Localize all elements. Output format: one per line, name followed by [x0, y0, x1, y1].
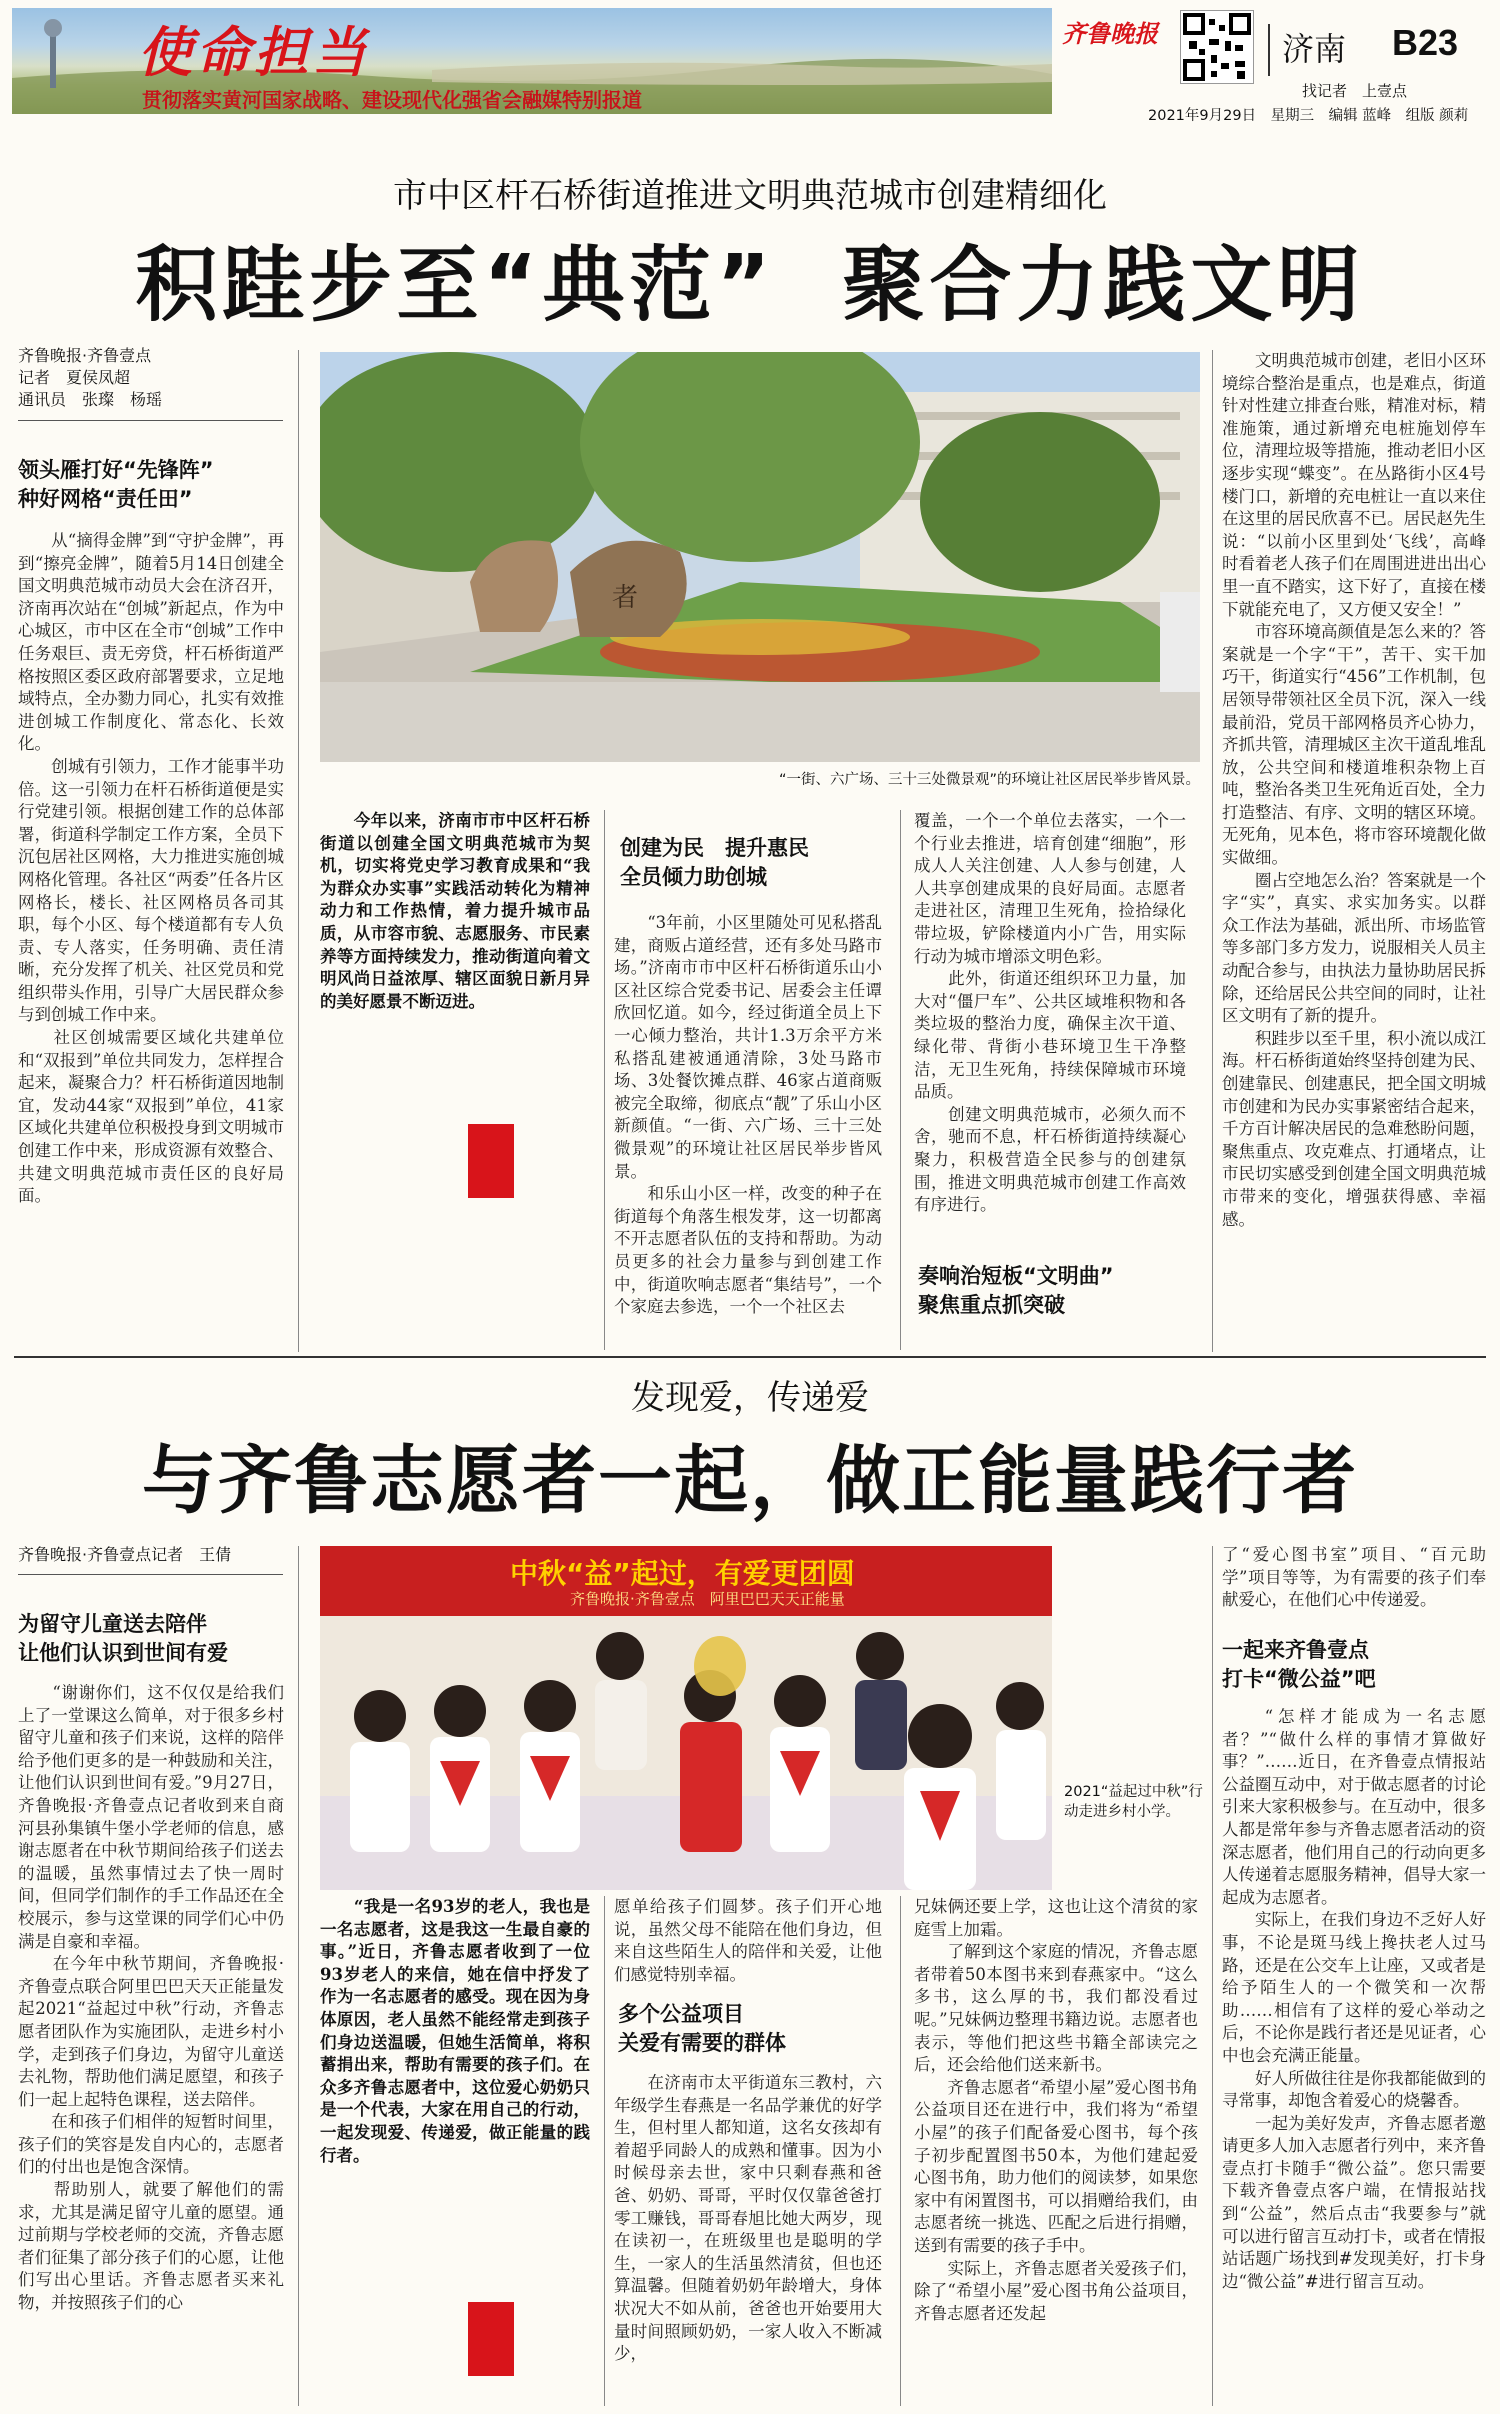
- story2-col4-text: 兄妹俩还要上学，这也让这个清贫的家庭雪上加霜。 了解到这个家庭的情况，齐鲁志愿者带着50本图书来到春燕家中。“这么多书，这么厚的书，我们都没看过呢。”兄妹俩边整理书籍边说。志愿者也表示，等他们把这些书籍全部读完之后，还会给他们送来新书。 齐鲁志愿者“希望小屋”爱心图书角公益项目还在进行中，我们将为“希望小屋”的孩子们配备爱心图书，每个孩子初步配置图书50本，为他们建起爱心图书角，助力他们的阅读梦，如果您家中有闲置图书，可以捐赠给我们，由志愿者统一挑选、匹配之后进行捐赠，送到有需要的孩子手中。 实际上，齐鲁志愿者关爱孩子们，除了“希望小屋”爱心图书角公益项目，齐鲁志愿者还发起: [914, 1897, 1198, 2323]
- story1-col3-text: “3年前，小区里随处可见私搭乱建，商贩占道经营，还有多处马路市场。”济南市市中区杆石桥街道乐山小区社区综合党委书记、居委会主任谭欣回忆道。如今，经过街道全员上下一心倾力整治，共计1.3万余平方米私搭乱建被通通清除，3处马路市场、3处餐饮摊点群、46家占道商贩被完全取缔，彻底点“靓”了乐山小区新颜值。“一街、六广场、三十三处微景观”的环境让社区居民举步皆风景。 和乐山小区一样，改变的种子在街道每个角落生根发芽，这一切都离不开志愿者队伍的支持和帮助。为动员更多的社会力量参与到创建工作中，街道吹响志愿者“集结号”，一个个家庭去参选，一个一个社区去: [614, 913, 882, 1317]
- story2-subhead-3: 一起来齐鲁壹点 打卡“微公益”吧: [1222, 1638, 1376, 1691]
- story2-col5-text-a: 了“爱心图书室”项目、“百元助学”项目等等，为有需要的孩子们奉献爱心，在他们心中传递爱。: [1222, 1545, 1486, 1610]
- story2-col2-bold: “我是一名93岁的老人，我也是一名志愿者，这是我这一生最自豪的事。”近日，齐鲁志愿者收到了一位93岁老人的来信，她在信中抒发了作为一名志愿者的感受。现在因为身体原因，老人虽然不能经常走到孩子们身边送温暖，但她生活简单，将积蓄捐出来，帮助有需要的孩子们。在众多齐鲁志愿者中，这位爱心奶奶只是一个代表，大家在用自己的行动，一起发现爱、传递爱，做正能量的践行者。: [320, 1897, 590, 2165]
- story2-col3-text-b: 在济南市太平街道东三教村，六年级学生春燕是一名品学兼优的好学生，但村里人都知道，这名女孩却有着超乎同龄人的成熟和懂事。因为小时候母亲去世，家中只剩春燕和爸爸、奶奶、哥哥，平时仅仅靠爸爸打零工赚钱，哥哥春旭比她大两岁，现在读初一，在班级里也是聪明的学生，一家人的生活虽然清贫，但也还算温馨。但随着奶奶年龄增大，身体状况大不如从前，爸爸也开始要用大量时间照顾奶奶，一家人收入不断减少，: [614, 2073, 882, 2364]
- story1-col-divider-1: [298, 350, 299, 1352]
- story1-photo-caption: “一街、六广场、三十三处微景观”的环境让社区居民举步皆风景。: [778, 772, 1200, 788]
- story2-col-divider-5: [1212, 1546, 1213, 2406]
- story2-kicker: 发现爱，传递爱: [631, 1378, 869, 1418]
- masthead: [0, 0, 1500, 130]
- story2-col-divider-1: [298, 1546, 299, 2406]
- story2-photo: [320, 1546, 1052, 1890]
- story2-col-divider-2: [604, 1896, 605, 2406]
- masthead-page-number: B23: [1392, 22, 1459, 63]
- masthead-city: 济南: [1282, 30, 1347, 68]
- masthead-brand-script: 使命担当: [138, 20, 370, 84]
- story1-photo-sign: 者: [612, 583, 639, 613]
- story1-byline-rule: [18, 420, 283, 421]
- story2-col5-text-b: “怎样才能成为一名志愿者？”“做什么样的事情才算做好事？”……近日，在齐鲁壹点情报站公益圈互动中，对于做志愿者的讨论引来大家积极参与。在互动中，很多人都是常年参与齐鲁志愿者活动的资深志愿者，他们用自己的行动向更多人传递着志愿服务精神，倡导大家一起成为志愿者。 实际上，在我们身边不乏好人好事，不论是斑马线上搀扶老人过马路，还是在公交车上让座，又或者是给予陌生人的一个微笑和一次帮助……相信有了这样的爱心举动之后，不论你是践行者还是见证者，心中也会充满正能量。 好人所做往往是你我都能做到的寻常事，却饱含着爱心的烧馨香。 一起为美好发声，齐鲁志愿者邀请更多人加入志愿者行列中，来齐鲁壹点打卡随手“微公益”。您只需要下载齐鲁壹点客户端，在情报站找到“公益”，然后点击“我要参与”就可以进行留言互动打卡，或者在情报站话题广场找到#发现美好，打卡身边“微公益”#进行留言互动。: [1222, 1707, 1486, 2291]
- story1-bold-intro: 今年以来，济南市市中区杆石桥街道以创建全国文明典范城市为契机，切实将党史学习教育成果和“我为群众办实事”实践活动转化为精神动力和工作热情，着力提升城市品质，从市容市貌、志愿服务、市民素养等方面持续发力，推动街道向着文明风尚日益浓厚、辖区面貌日新月异的美好愿景不断迈进。: [320, 811, 590, 1011]
- masthead-subtitle: 贯彻落实黄河国家战略、建设现代化强省会融媒特别报道: [142, 88, 642, 112]
- story1-kicker: 市中区杆石桥街道推进文明典范城市创建精细化: [393, 176, 1107, 216]
- story2-col1-text: “谢谢你们，这不仅仅是给我们上了一堂课这么简单，对于很多乡村留守儿童和孩子们来说，这样的陪伴给予他们更多的是一种鼓励和关注，让他们认识到世间有爱。”9月27日，齐鲁晚报·齐鲁壹点记者收到来自商河县孙集镇牛堡小学老师的信息，感谢志愿者在中秋节期间给孩子们送去的温暖，虽然事情过去了快一周时间，但同学们制作的手工作品还在全校展示，参与这堂课的同学们心中仍满是自豪和幸福。 在今年中秋节期间，齐鲁晚报·齐鲁壹点联合阿里巴巴天天正能量发起2021“益起过中秋”行动，齐鲁志愿者团队作为实施团队，走进乡村小学，走到孩子们身边，为留守儿童送去礼物，帮助他们满足愿望，和孩子们一起上起特色课程，送去陪伴。 在和孩子们相伴的短暂时间里，孩子们的笑容是发自内心的，志愿者们的付出也是饱含深情。 帮助别人，就要了解他们的需求，尤其是满足留守儿童的愿望。通过前期与学校老师的交流，齐鲁志愿者们征集了部分孩子们的心愿，让他们写出心里话。齐鲁志愿者买来礼物，并按照孩子们的心: [18, 1683, 284, 2313]
- story1-byline: 齐鲁晚报·齐鲁壹点 记者 夏侯凤超 通讯员 张璨 杨瑶: [18, 346, 163, 409]
- masthead-editor-line: 找记者 上壹点: [1302, 82, 1408, 100]
- story2-photo-banner-sub: 齐鲁晚报·齐鲁壹点 阿里巴巴天天正能量: [570, 1590, 845, 1608]
- story2-subhead-1: 为留守儿童送去陪伴 让他们认识到世间有爱: [18, 1612, 228, 1665]
- story2-photo-banner: 中秋“益”起过，有爱更团圆: [510, 1557, 855, 1590]
- story1-col4-text: 覆盖，一个一个单位去落实，一个一个行业去推进，培育创建“细胞”，形成人人关注创建、人人参与创建，人人共享创建成果的良好局面。志愿者走进社区，清理卫生死角，捡拾绿化带垃圾，铲除楼道内小广告，用实际行动为城市增添文明色彩。 此外，街道还组织环卫力量，加大对“僵尸车”、公共区域堆积物和各类垃圾的整治力度，确保主次干道、绿化带、背街小巷环境卫生干净整洁，无卫生死角，持续保障城市环境品质。 创建文明典范城市，必须久而不舍，驰而不息，杆石桥街道持续凝心聚力，积极营造全民参与的创建氛围，推进文明典范城市创建工作高效有序进行。: [914, 811, 1186, 1215]
- story1-col1-text: 从“摘得金牌”到“守护金牌”，再到“擦亮金牌”，随着5月14日创建全国文明典范城市动员大会在济召开，济南再次站在“创城”新起点，作为中心城区，市中区在全市“创城”工作中任务艰巨、责无旁贷，杆石桥街道严格按照区委区政府部署要求，立足地域特点，全办勠力同心，扎实有效推进创城工作制度化、常态化、长效化。 创城有引领力，工作才能事半功倍。这一引领力在杆石桥街道便是实行党建引领。根据创建工作的总体部署，街道科学制定工作方案，全员下沉包居社区网格，大力推进实施创城网格化管理。各社区“两委”任各片区网格长，楼长、社区网格员各司其职，每个小区、每个楼道都有专人负责、专人落实，任务明确、责任清晰，充分发挥了机关、社区党员和党组织带头作用，引导广大居民群众参与到创城工作中来。 社区创城需要区域化共建单位和“双报到”单位共同发力，怎样捏合起来，凝聚合力？杆石桥街道因地制宜，发动44家“双报到”单位，41家区域化共建单位积极投身到文明城市创建工作中来，形成资源有效整合、共建文明典范城市责任区的良好局面。: [18, 531, 284, 1206]
- story1-photo: [320, 352, 1200, 762]
- story1-col-divider-2: [604, 810, 605, 1350]
- masthead-date-line: 2021年9月29日 星期三 编辑 蓝峰 组版 颜莉: [1148, 108, 1469, 124]
- story2-col-divider-3: [900, 1896, 901, 2406]
- story1-red-accent-block: [468, 1124, 514, 1198]
- masthead-divider: [1268, 24, 1270, 76]
- story1-col-divider-3: [900, 810, 901, 1350]
- story2-photo-caption: 2021“益起过中秋”行动走进乡村小学。: [1064, 1784, 1203, 1820]
- qr-code-icon: [1180, 10, 1254, 84]
- story2-subhead-2: 多个公益项目 关爱有需要的群体: [618, 2002, 786, 2055]
- story2-byline: 齐鲁晚报·齐鲁壹点记者 王倩: [18, 1545, 232, 1564]
- story2-red-accent-block: [468, 2302, 514, 2376]
- story1-subhead-2: 创建为民 提升惠民 全员倾力助创城: [620, 836, 809, 889]
- story2-headline: 与齐鲁志愿者一起，做正能量践行者: [142, 1438, 1358, 1524]
- story1-headline: 积跬步至“典范” 聚合力践文明: [135, 238, 1365, 333]
- story2-byline-rule: [18, 1574, 283, 1575]
- story2-col3-text-a: 愿单给孩子们圆梦。孩子们开心地说，虽然父母不能陪在他们身边，但来自这些陌生人的陪伴和关爱，让他们感觉特别幸福。: [614, 1897, 882, 1984]
- story-separator: [14, 1356, 1486, 1358]
- paper-logo: 齐鲁晚报: [1062, 19, 1158, 48]
- story1-subhead-3: 奏响治短板“文明曲” 聚焦重点抓突破: [918, 1264, 1114, 1317]
- story1-subhead-1: 领头雁打好“先锋阵” 种好网格“责任田”: [18, 458, 214, 511]
- story1-col5-text: 文明典范城市创建，老旧小区环境综合整治是重点，也是难点，街道针对性建立排查台账，精准对标，精准施策，通过新增充电桩施划停车位，清理垃圾等措施，推动老旧小区逐步实现“蝶变”。在丛路街小区4号楼门口，新增的充电桩让一直以来住在这里的居民欣喜不已。居民赵先生说：“以前小区里到处‘飞线’，高峰时看着老人孩子们在周围进进出出心里一直不踏实，这下好了，直接在楼下就能充电了，又方便又安全！” 市容环境高颜值是怎么来的？答案就是一个字“干”，苦干、实干加巧干，街道实行“456”工作机制，包居领导带领社区全员下沉，深入一线最前沿，党员干部网格员齐心协力，齐抓共管，清理城区主次干道乱堆乱放，公共空间和楼道堆积杂物上百吨，整治各类卫生死角近百处，全力打造整洁、有序、文明的辖区环境。无死角，见本色，将市容环境靓化做实做细。 圈占空地怎么治？答案就是一个字“实”，真实、求实加务实。以群众工作法为基础，派出所、市场监管等多部门多方发力，说服相关人员主动配合参与，由执法力量协助居民拆除，还给居民公共空间的同时，让社区文明有了新的提升。 积跬步以至千里，积小流以成江海。杆石桥街道始终坚持创建为民、创建靠民、创建惠民，把全国文明城市创建和为民办实事紧密结合起来，千方百计解决居民的急难愁盼问题，聚焦重点、攻克难点、打通堵点，让市民切实感受到创建全国文明典范城市带来的变化，增强获得感、幸福感。: [1222, 351, 1486, 1229]
- story1-col-divider-5: [1212, 350, 1213, 1352]
- story1-plaza-illustration: [320, 352, 1200, 762]
